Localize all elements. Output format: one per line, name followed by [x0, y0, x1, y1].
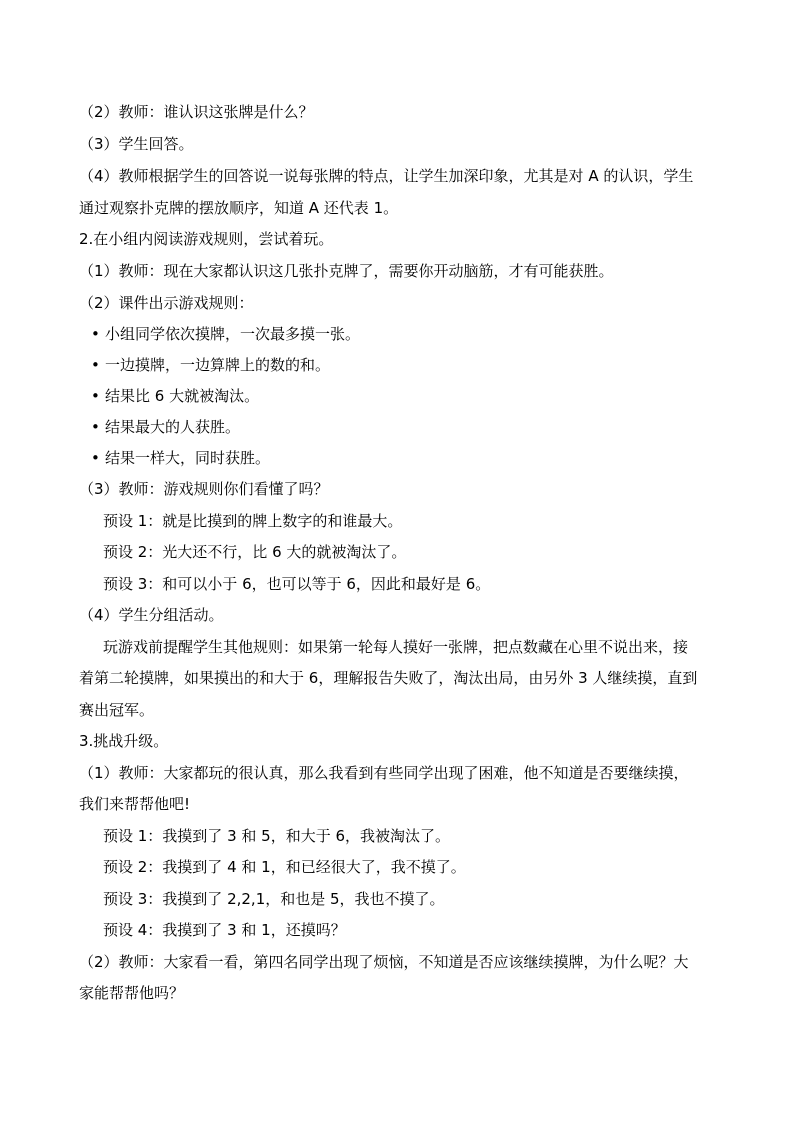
preset-line: 预设 1：我摸到了 3 和 5，和大于 6，我被淘汰了。 [103, 827, 451, 845]
preset-line: 预设 4：我摸到了 3 和 1，还摸吗？ [103, 921, 346, 939]
paragraph-line: 赛出冠军。 [79, 701, 155, 719]
rule-list-item [91, 448, 270, 468]
bullet-icon: • [91, 418, 100, 436]
rule-list-item [91, 386, 259, 406]
text-line: （2）课件出示游戏规则： [79, 294, 254, 312]
rule-text: 结果一样大，同时获胜。 [105, 449, 271, 467]
bullet-icon: • [91, 325, 100, 343]
bullet-icon: • [91, 387, 100, 405]
rule-text: 小组同学依次摸牌，一次最多摸一张。 [105, 325, 361, 343]
text-line: （2）教师：谁认识这张牌是什么？ [79, 103, 314, 121]
preset-line: 预设 2：我摸到了 4 和 1，和已经很大了，我不摸了。 [103, 858, 466, 876]
text-line: （3）学生回答。 [79, 135, 194, 153]
text-line: （1）教师：大家都玩的很认真，那么我看到有些同学出现了困难，他不知道是否要继续摸， [79, 764, 689, 782]
text-line: （3）教师：游戏规则你们看懂了吗？ [79, 480, 329, 498]
text-line: （4）学生分组活动。 [79, 606, 224, 624]
rule-list-item [91, 417, 240, 437]
text-line: 家能帮帮他吗？ [79, 984, 185, 1002]
bullet-icon: • [91, 449, 100, 467]
text-line: （2）教师：大家看一看，第四名同学出现了烦恼，不知道是否应该继续摸牌，为什么呢？大 [79, 953, 689, 971]
section-heading: 3.挑战升级。 [79, 732, 169, 750]
text-line: （1）教师：现在大家都认识这几张扑克牌了，需要你开动脑筋，才有可能获胜。 [79, 262, 614, 280]
text-line: （4）教师根据学生的回答说一说每张牌的特点，让学生加深印象，尤其是对 A 的认识，学生 [79, 167, 694, 185]
rule-text: 结果比 6 大就被淘汰。 [105, 387, 260, 405]
rule-list-item [91, 324, 360, 344]
section-heading: 2.在小组内阅读游戏规则，尝试着玩。 [79, 230, 334, 248]
text-line: 通过观察扑克牌的摆放顺序，知道 A 还代表 1。 [79, 199, 399, 217]
preset-line: 预设 3：我摸到了 2,2,1，和也是 5，我也不摸了。 [103, 890, 445, 908]
bullet-icon: • [91, 356, 100, 374]
rule-list-item [91, 355, 330, 375]
paragraph-line: 玩游戏前提醒学生其他规则：如果第一轮每人摸好一张牌，把点数藏在心里不说出来，接 [103, 638, 689, 656]
rule-text: 一边摸牌，一边算牌上的数的和。 [105, 356, 331, 374]
preset-line: 预设 2：光大还不行，比 6 大的就被淘汰了。 [103, 543, 407, 561]
text-line: 我们来帮帮他吧! [79, 795, 191, 813]
paragraph-line: 着第二轮摸牌，如果摸出的和大于 6，理解报告失败了，淘汰出局，由另外 3 人继续摸，直到 [79, 669, 698, 687]
rule-text: 结果最大的人获胜。 [105, 418, 241, 436]
preset-line: 预设 3：和可以小于 6，也可以等于 6，因此和最好是 6。 [103, 575, 491, 593]
preset-line: 预设 1：就是比摸到的牌上数字的和谁最大。 [103, 512, 403, 530]
